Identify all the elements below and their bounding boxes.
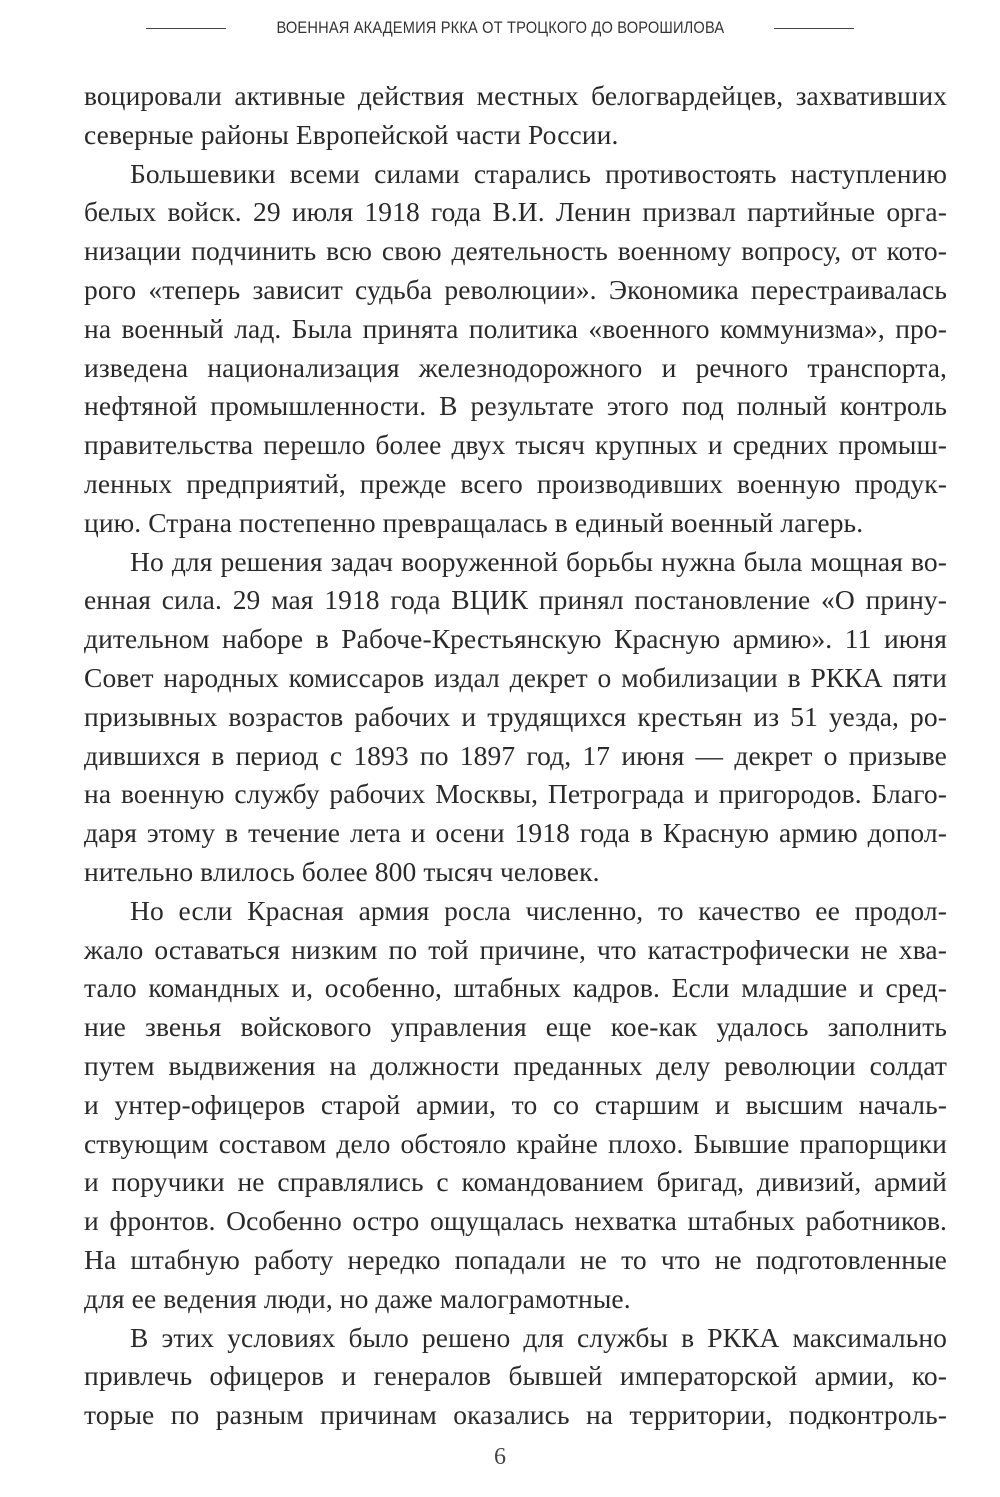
text-line: на военный лад. Была принята политика «военного коммунизма», про- bbox=[84, 312, 947, 344]
text-line: призывных возрастов рабочих и трудящихся крестьян из 51 уезда, ро- bbox=[84, 700, 947, 732]
text-line: Совет народных комиссаров издал декрет о мобилизации в РККА пяти bbox=[84, 661, 947, 693]
text-line: изведена национализация железнодорожного и речного транспорта, bbox=[84, 351, 947, 383]
text-line: Но для решения задач вооруженной борьбы нужна была мощная во- bbox=[130, 545, 947, 577]
running-header-title: ВОЕННАЯ АКАДЕМИЯ РККА ОТ ТРОЦКОГО ДО ВОРОШИЛОВА bbox=[276, 18, 724, 37]
text-line: енная сила. 29 мая 1918 года ВЦИК принял постановление «О прину- bbox=[84, 584, 947, 616]
paragraph bbox=[84, 155, 947, 543]
header-rule-left bbox=[146, 28, 226, 29]
text-line: правительства перешло более двух тысяч крупных и средних промыш- bbox=[84, 429, 947, 461]
text-line: Большевики всеми силами старались противостоять наступлению bbox=[130, 157, 947, 189]
header-rule-right bbox=[774, 28, 854, 29]
text-line: ленных предприятий, прежде всего производивших военную продук- bbox=[84, 467, 947, 499]
paragraph bbox=[84, 77, 947, 155]
text-line: и унтер-офицеров старой армии, то со старшим и высшим началь- bbox=[84, 1088, 947, 1120]
text-line: торые по разным причинам оказались на территории, подконтроль- bbox=[84, 1399, 947, 1431]
text-line: даря этому в течение лета и осени 1918 года в Красную армию допол- bbox=[84, 817, 947, 849]
text-line: рого «теперь зависит судьба революции». Экономика перестраивалась bbox=[84, 273, 947, 305]
paragraph bbox=[84, 1319, 947, 1435]
text-line: дившихся в период с 1893 по 1897 год, 17 июня — декрет о призыве bbox=[84, 739, 947, 771]
text-line: нительно влилось более 800 тысяч человек. bbox=[84, 855, 600, 887]
text-line: жало оставаться низким по той причине, что катастрофически не хва- bbox=[84, 933, 947, 965]
running-header bbox=[0, 18, 1000, 38]
page-number: 6 bbox=[494, 1444, 506, 1470]
body-text bbox=[84, 77, 947, 1435]
text-line: нефтяной промышленности. В результате этого под полный контроль bbox=[84, 390, 947, 422]
text-line: воцировали активные действия местных белогвардейцев, захвативших bbox=[84, 80, 947, 111]
paragraph bbox=[84, 892, 947, 1319]
text-line: Но если Красная армия росла численно, то качество ее продол- bbox=[130, 894, 947, 926]
text-line: белых войск. 29 июля 1918 года В.И. Ленин призвал партийные орга- bbox=[84, 196, 947, 228]
text-line: северные районы Европейской части России. bbox=[84, 118, 619, 150]
text-line: и фронтов. Особенно остро ощущалась нехватка штабных работников. bbox=[84, 1205, 947, 1237]
text-line: дительном наборе в Рабоче-Крестьянскую Красную армию». 11 июня bbox=[84, 623, 947, 655]
text-line: В этих условиях было решено для службы в РККА максимально bbox=[130, 1321, 947, 1353]
text-line: путем выдвижения на должности преданных делу революции солдат bbox=[84, 1049, 947, 1081]
text-line: тало командных и, особенно, штабных кадров. Если младшие и сред- bbox=[84, 972, 947, 1004]
text-line: На штабную работу нередко попадали не то что не подготовленные bbox=[84, 1243, 947, 1275]
text-line: ствующим составом дело обстояло крайне плохо. Бывшие прапорщики bbox=[84, 1127, 947, 1159]
text-line: и поручики не справлялись с командованием бригад, дивизий, армий bbox=[84, 1166, 947, 1198]
text-line: привлечь офицеров и генералов бывшей императорской армии, ко- bbox=[84, 1360, 947, 1392]
text-line: цию. Страна постепенно превращалась в единый военный лагерь. bbox=[84, 506, 864, 538]
paragraph bbox=[84, 543, 947, 892]
text-line: ние звенья войскового управления еще кое-как удалось заполнить bbox=[84, 1011, 947, 1043]
text-line: на военную службу рабочих Москвы, Петрограда и пригородов. Благо- bbox=[84, 778, 947, 810]
text-line: для ее ведения люди, но даже малограмотные. bbox=[84, 1282, 631, 1314]
text-line: низации подчинить всю свою деятельность военному вопросу, от кото- bbox=[84, 235, 947, 267]
